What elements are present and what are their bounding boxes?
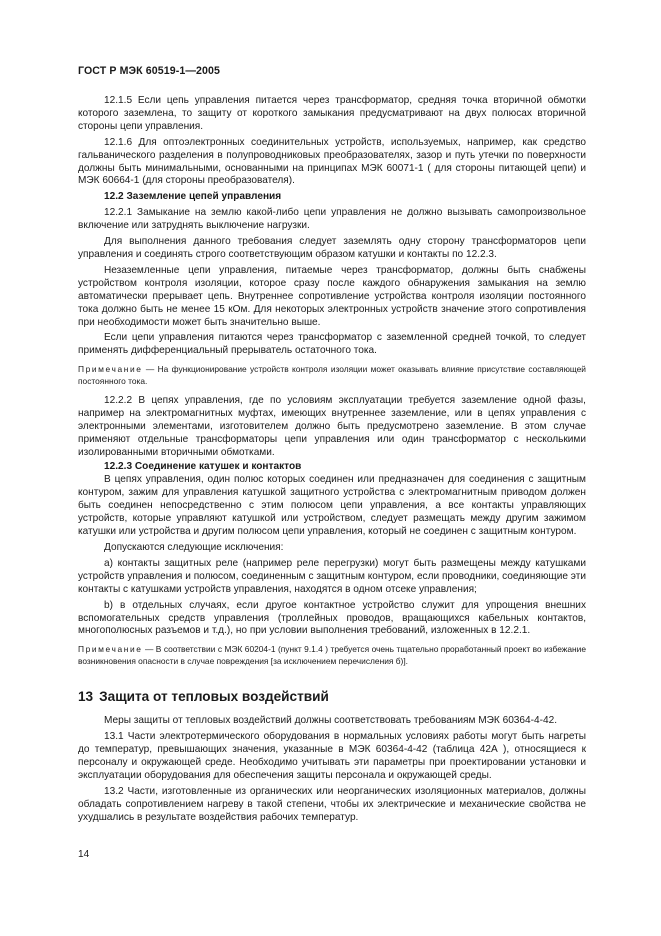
paragraph-12-2-1-b: Для выполнения данного требования следует заземлять одну сторону трансформаторов цепи управления и соединять строго соответствующим образом катушки и контакты по 12.2.3. [78,236,586,260]
paragraph-12-2-3: В цепях управления, один полюс которых соединен или предназначен для соединения с защитным контуром, зажим для управления катушкой защитного устройства с электромагнитным приводом должен быть соединен непосредственно с этим полюсом цепи управления, а все контакты управляющих устройств, которые управляют катушкой или устройством, следует размещать между другим зажимом катушки или устройства и другим полюсом цепи управления, который не соединен с защитным контуром. [78,474,586,538]
note-2-label: Примечание [78,644,143,655]
paragraph-12-1-6: 12.1.6 Для оптоэлектронных соединительных устройств, используемых, например, как средство гальванического разделения в полупроводниковых преобразователях, зазор и путь утечки по поверхности должны быть минимальными, основанными на принципах МЭК 60071-1 ( для стороны питающей цепи) и МЭК 60664-1 (для стороны преобразователя). [78,136,586,187]
paragraph-13-1: 13.1 Части электротермического оборудования в нормальных условиях работы могут быть нагреты до температур, превышающих значения, указанные в МЭК 60364-4-42 (таблица 42А ), относящиеся к персоналу и окружающей среде. Необходимо учитывать эти параметры при проектировании установки и эксплуатации оборудования для обеспечения защиты персонала и окружающей среды. [78,731,586,781]
document-body [78,95,586,827]
note-2 [78,644,586,667]
paragraph-12-2-1-c: Незаземленные цепи управления, питаемые через трансформатор, должны быть снабжены устройством контроля изоляции, которое сразу после каждого обнаружения замыкания на землю автоматически прерывает цепь. Внутреннее сопротивление устройства контроля изоляции постоянного тока должно быть не менее 15 кОм. Для некоторых электронных устройств значение этого сопротивления при необходимости может быть значительно выше. [78,264,586,328]
note-2-text: — В соответствии с МЭК 60204-1 (пункт 9.1.4 ) требуется очень тщательно проработанный проект во избежание возникновения опасности в случае повреждения [за исключением перечисления б)]. [78,644,586,666]
paragraph-12-1-5: 12.1.5 Если цепь управления питается через трансформатор, средняя точка вторичной обмотки которого заземлена, то защиту от короткого замыкания предусматривают на двух полюсах вторичной стороны цепи управления. [78,95,586,132]
note-1-text: — На функционирование устройств контроля изоляции может оказывать влияние присутствие составляющей постоянного тока. [78,364,586,386]
subheading-12-2-3: 12.2.3 Соединение катушек и контактов [104,460,302,472]
section-13-title: Защита от тепловых воздействий [99,689,329,705]
paragraph-12-2-3-d: b) в отдельных случаях, если другое контактное устройство служит для упрощения внешних вспомогательных средств управления (троллейных проводов, вращающихся кабельных контактов, многополюсных разъемов и т.д.), но при условии выполнения требований, изложенных в 12.2.1. [78,599,586,637]
document-header: ГОСТ Р МЭК 60519-1—2005 [78,65,221,77]
paragraph-13-2: 13.2 Части, изготовленные из органических или неорганических изоляционных материалов, должны обладать сопротивлением нагреву в такой степени, чтобы их электрические и механические свойства не ухудшались в результате воздействия рабочих температур. [78,785,586,823]
paragraph-12-2-2: 12.2.2 В цепях управления, где по условиям эксплуатации требуется заземление одной фазы, например на электромагнитных муфтах, имеющих внутреннее заземление, или в цепях управления с электронными элементами, изготовителем должно быть предусмотрено заземление. В этом случае применяют отдельные трансформаторы цепи управления или один трансформатор с несколькими изолированными вторичными обмотками. [78,395,586,458]
paragraph-13: Меры защиты от тепловых воздействий должны соответствовать требованиям МЭК 60364-4-42. [104,715,558,727]
paragraph-12-2-3-c: а) контакты защитных реле (например реле перегрузки) могут быть размещены между катушками устройств управления и полюсом, соединенным с защитным контуром, если проводники, соединяющие эти контакты с катушками устройств управления, находятся в одном отсеке управления; [78,557,586,595]
note-1-label: Примечание [78,364,143,375]
section-13-number: 13 [78,689,94,705]
page-number: 14 [78,849,90,860]
paragraph-12-2-3-b: Допускаются следующие исключения: [104,542,284,553]
paragraph-12-2-1: 12.2.1 Замыкание на землю какой-либо цепи управления не должно вызывать самопроизвольное включение или затруднять выключение нагрузки. [78,207,586,232]
note-1 [78,364,586,387]
section-13-heading [78,689,586,704]
subheading-12-2: 12.2 Заземление цепей управления [104,191,282,203]
paragraph-12-2-1-d: Если цепи управления питаются через трансформатор с заземленной средней точкой, то следует применять дифференциальный прерыватель остаточного тока. [78,332,586,357]
